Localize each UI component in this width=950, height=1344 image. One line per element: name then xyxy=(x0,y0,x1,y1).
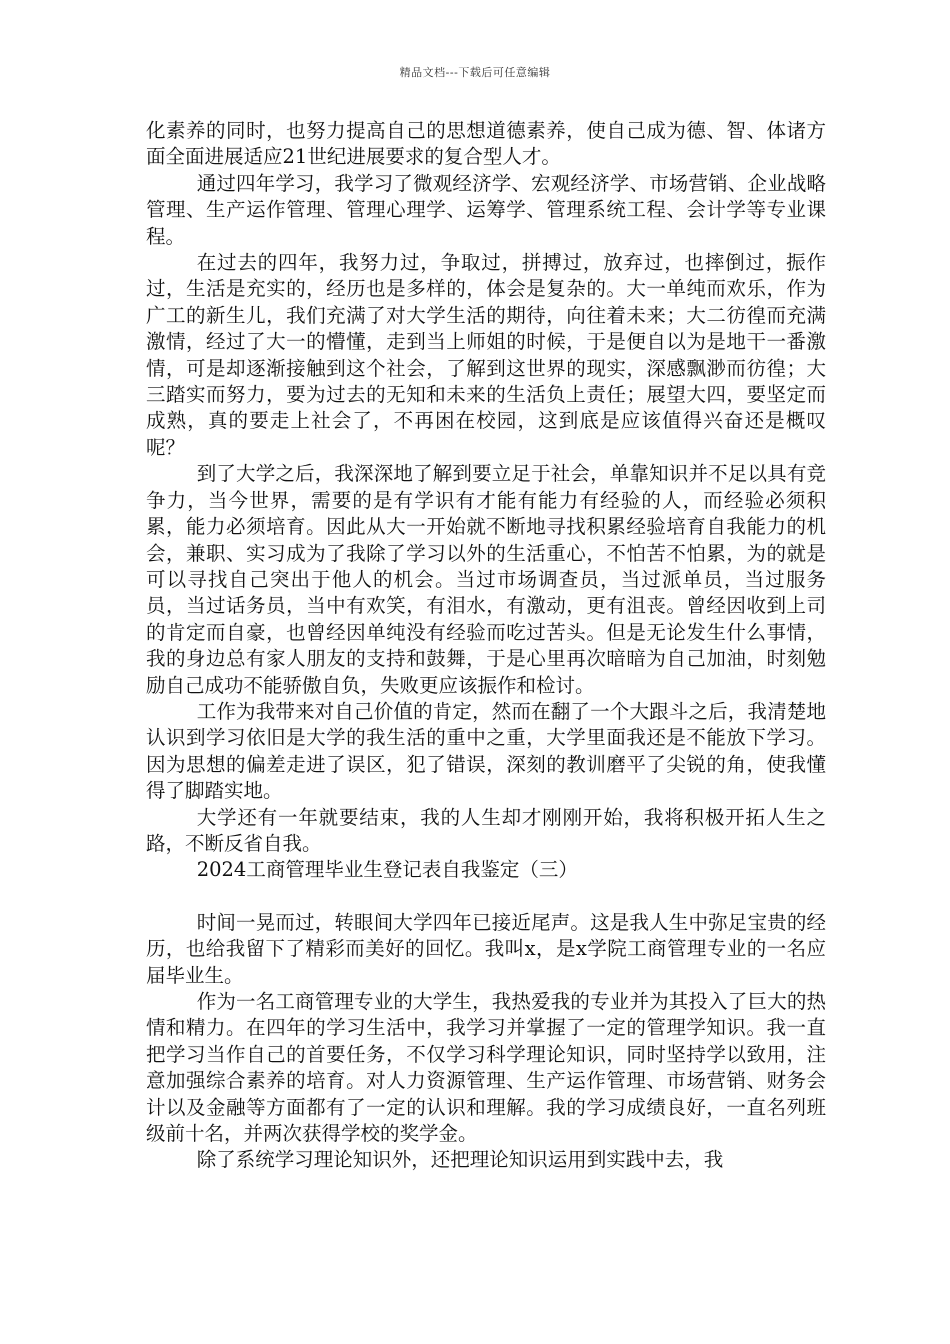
paragraph: 通过四年学习，我学习了微观经济学、宏观经济学、市场营销、企业战略管理、生产运作管理、管理心理学、运筹学、管理系统工程、会计学等专业课程。 xyxy=(146,171,826,248)
paragraph: 除了系统学习理论知识外，还把理论知识运用到实践中去，我 xyxy=(196,1148,724,1172)
paragraph: 作为一名工商管理专业的大学生，我热爱我的专业并为其投入了巨大的热情和精力。在四年的学习生活中，我学习并掌握了一定的管理学知识。我一直把学习当作自己的首要任务，不仅学习科学理论知识，同时坚持学以致用，注意加强综合素养的培育。对人力资源管理、生产运作管理、市场营销、财务会计以及金融等方面都有了一定的认识和理解。我的学习成绩良好，一直名列班级前十名，并两次获得学校的奖学金。 xyxy=(146,990,826,1146)
paragraph: 到了大学之后，我深深地了解到要立足于社会，单靠知识并不足以具有竞争力，当今世界，需要的是有学识有才能有能力有经验的人，而经验必须积累，能力必须培育。因此从大一开始就不断地寻找积累经验培育自我能力的机会，兼职、实习成为了我除了学习以外的生活重心，不怕苦不怕累，为的就是可以寻找自己突出于他人的机会。当过市场调查员，当过派单员，当过服务员，当过话务员，当中有欢笑，有泪水，有激动，更有沮丧。曾经因收到上司的肯定而自豪，也曾经因单纯没有经验而吃过苦头。但是无论发生什么事情，我的身边总有家人朋友的支持和鼓舞，于是心里再次暗暗为自己加油，时刻勉励自己成功不能骄傲自负，失败更应该振作和检讨。 xyxy=(146,462,826,697)
paragraph: 大学还有一年就要结束，我的人生却才刚刚开始，我将积极开拓人生之路，不断反省自我。 xyxy=(146,805,826,855)
paragraph: 在过去的四年，我努力过，争取过，拼搏过，放弃过，也摔倒过，振作过，生活是充实的，经历也是多样的，体会是复杂的。大一单纯而欢乐，作为广工的新生儿，我们充满了对大学生活的期待，向往着未来；大二彷徨而充满激情，经过了大一的懵懂，走到当上师姐的时候，于是便自以为是地干一番激情，可是却逐渐接触到这个社会，了解到这世界的现实，深感飘渺而彷徨；大三踏实而努力，要为过去的无知和未来的生活负上责任；展望大四，要坚定而成熟，真的要走上社会了，不再困在校园，这到底是应该值得兴奋还是概叹呢？ xyxy=(146,251,826,459)
document-body xyxy=(146,118,826,1174)
paragraph: 时间一晃而过，转眼间大学四年已接近尾声。这是我人生中弥足宝贵的经历，也给我留下了精彩而美好的回忆。我叫x，是x学院工商管理专业的一名应届毕业生。 xyxy=(146,910,826,987)
paragraph: 工作为我带来对自己价值的肯定，然而在翻了一个大跟斗之后，我清楚地认识到学习依旧是大学的我生活的重中之重，大学里面我还是不能放下学习。因为思想的偏差走进了误区，犯了错误，深刻的教训磨平了尖锐的角，使我懂得了脚踏实地。 xyxy=(146,699,826,803)
page-header: 精品文档---下载后可任意编辑 xyxy=(399,66,551,79)
paragraph-continued: 化素养的同时，也努力提高自己的思想道德素养，使自己成为德、智、体诸方面全面进展适应21世纪进展要求的复合型人才。 xyxy=(146,119,826,169)
section-title: 2024工商管理毕业生登记表自我鉴定（三） xyxy=(196,858,578,882)
